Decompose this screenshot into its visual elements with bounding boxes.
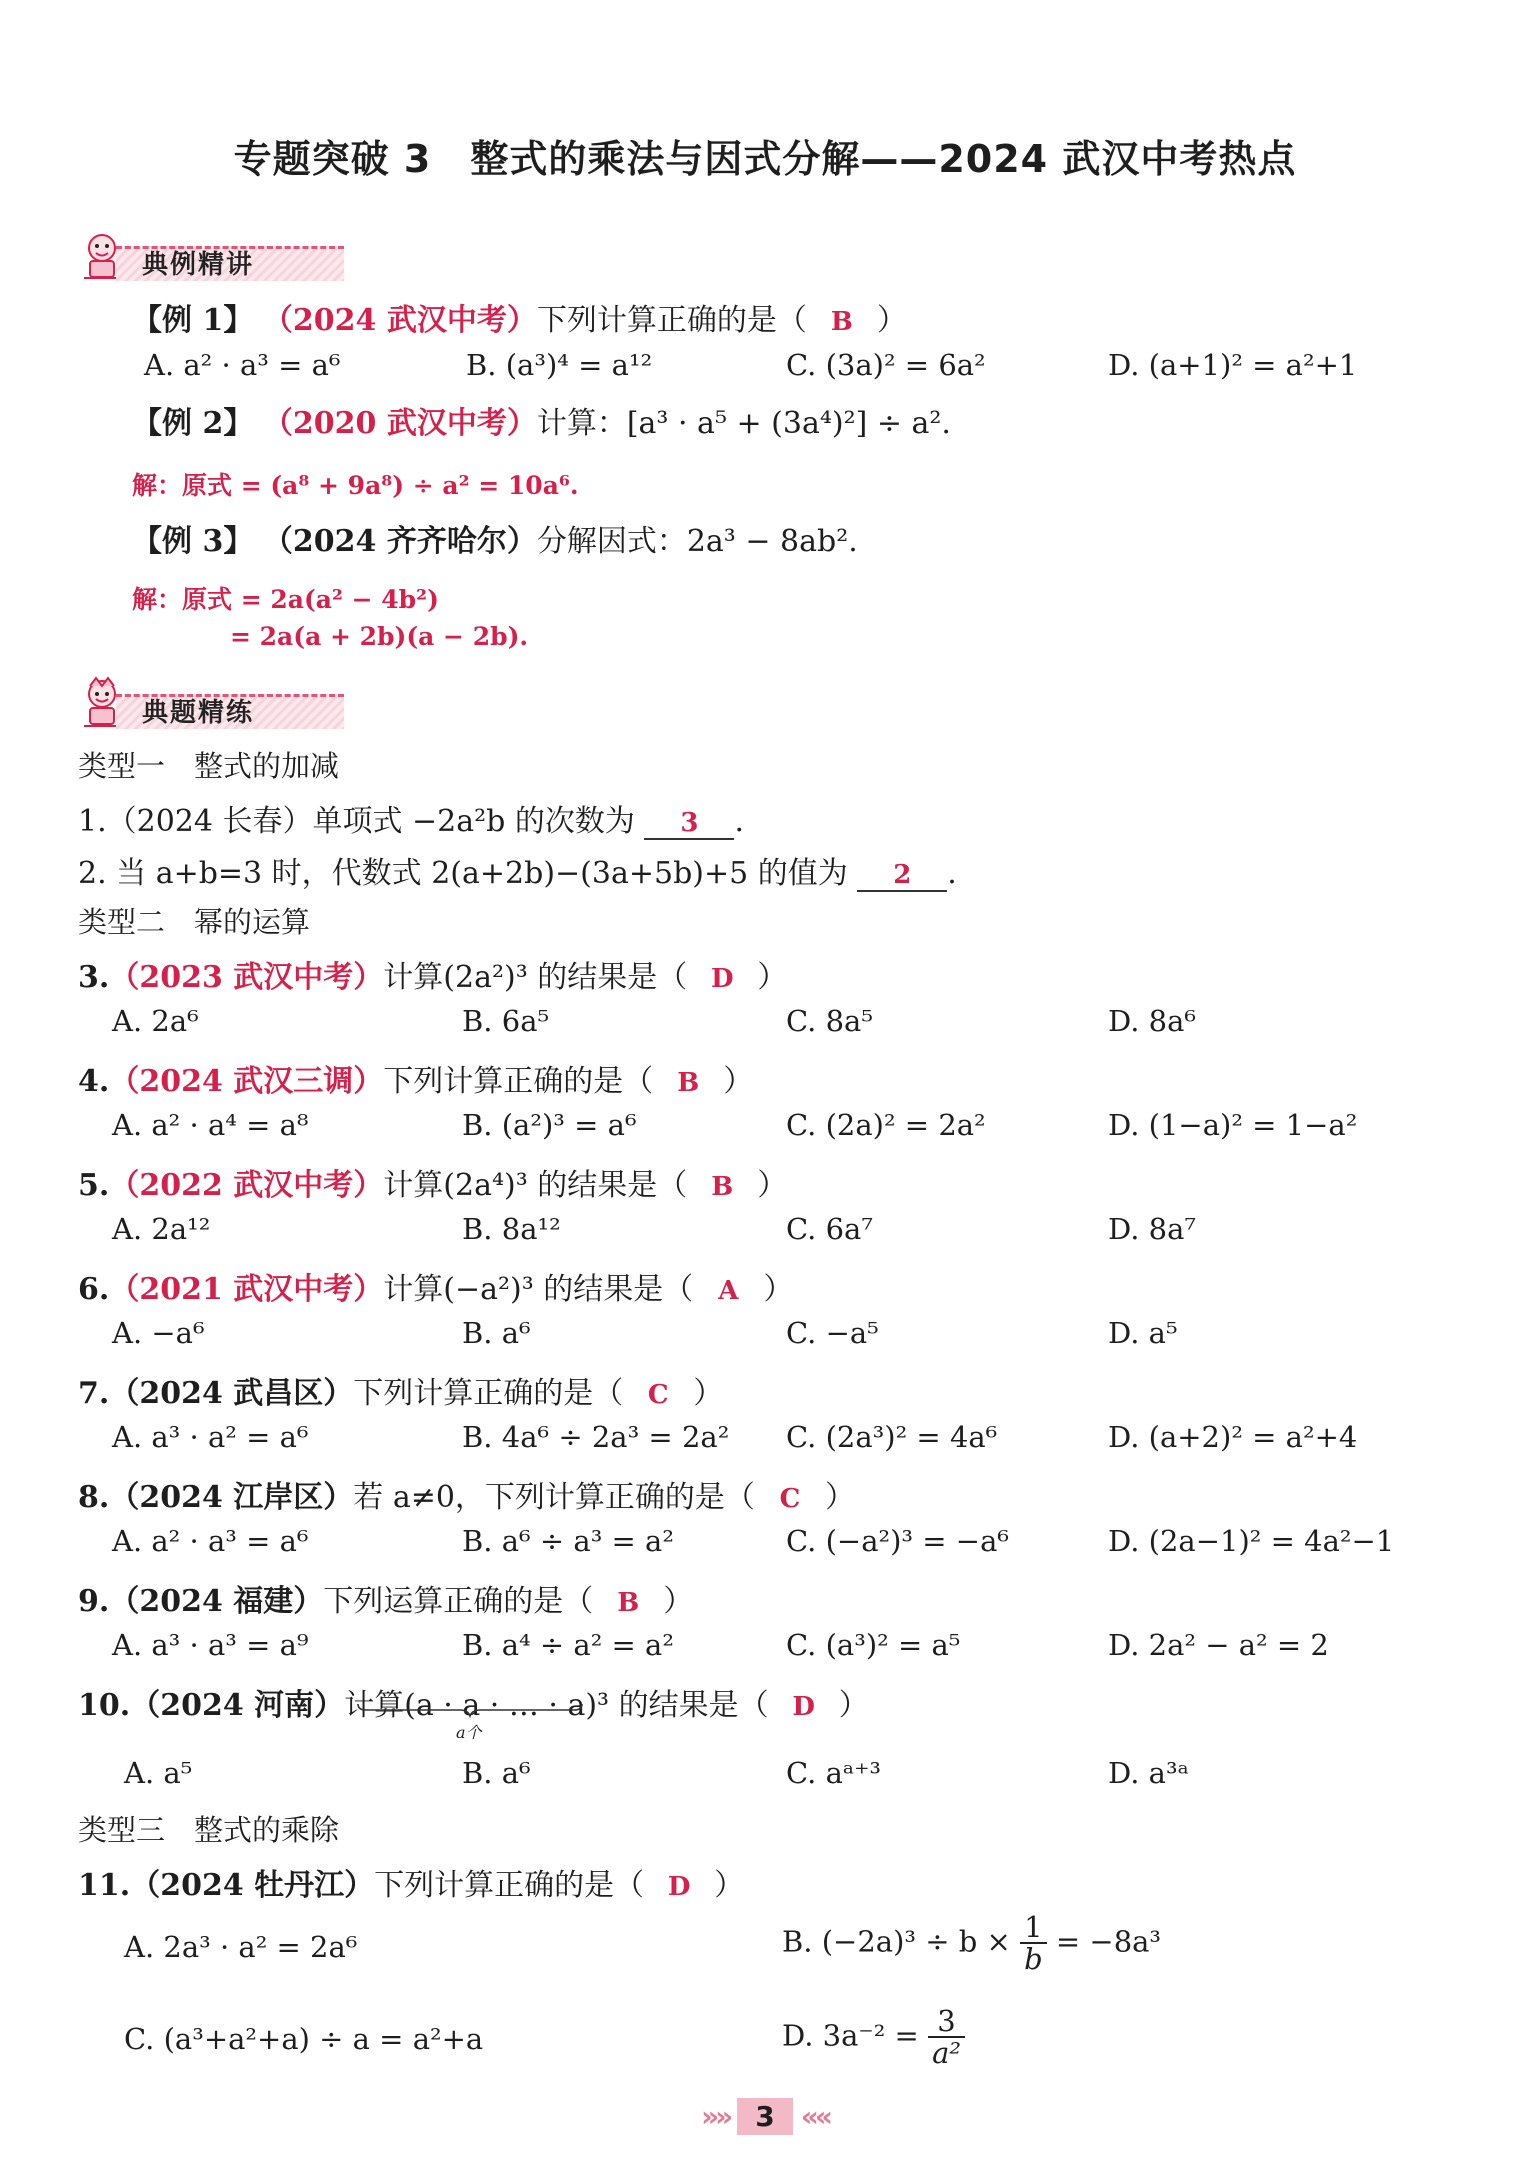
question-9 — [78, 1576, 693, 1620]
question-2 — [78, 848, 957, 892]
source-tag: （2022 武汉中考） — [109, 1168, 384, 1203]
question-stem: 计算：[a³ · a⁵ + (3a⁴)²] ÷ a². — [536, 406, 951, 441]
question-stem-tail: 的结果是（ — [609, 1688, 769, 1723]
option-b: B. (a²)³ = a⁶ — [462, 1108, 637, 1142]
option-b: B. a⁴ ÷ a² = a² — [462, 1628, 674, 1662]
section-banner-examples — [76, 228, 376, 280]
question-stem: 下列计算正确的是（ — [536, 303, 807, 338]
question-4 — [78, 1056, 753, 1100]
underbrace-label: a个 — [456, 1723, 482, 1742]
answer: D — [710, 964, 734, 994]
option-a: A. a⁵ — [124, 1756, 193, 1790]
type-heading-1: 类型一 整式的加减 — [78, 749, 340, 783]
option-b — [782, 1912, 1161, 1975]
question-stem: 计算 — [344, 1688, 405, 1723]
paren-close: ） — [757, 960, 788, 995]
option-a: A. a³ · a² = a⁶ — [112, 1420, 309, 1454]
answer: D — [792, 1692, 815, 1722]
example-label: 【例 3】 — [132, 524, 254, 559]
paren-close: ） — [838, 1688, 869, 1723]
answer: B — [677, 1068, 700, 1098]
option-a: A. 2a⁶ — [112, 1004, 199, 1038]
option-a: A. 2a³ · a² = 2a⁶ — [124, 1930, 358, 1964]
option-b: B. 8a¹² — [462, 1212, 561, 1246]
answer: C — [779, 1484, 801, 1514]
option-b: B. 6a⁵ — [462, 1004, 550, 1038]
example-2 — [132, 398, 951, 442]
type-heading-2: 类型二 幂的运算 — [78, 905, 311, 939]
question-stem: 计算(−a²)³ 的结果是（ — [383, 1272, 694, 1307]
source-tag: （2020 武汉中考） — [262, 406, 537, 441]
paren-close: ） — [714, 1868, 745, 1903]
question-stem: 计算(2a²)³ 的结果是（ — [383, 960, 688, 995]
fraction — [928, 2006, 965, 2069]
question-number: 11. — [78, 1868, 131, 1903]
type-heading-3: 类型三 整式的乘除 — [78, 1813, 340, 1847]
question-stem: 下列计算正确的是（ — [383, 1064, 654, 1099]
question-stem: 计算(2a⁴)³ 的结果是（ — [383, 1168, 688, 1203]
question-7 — [78, 1368, 723, 1412]
source-tag: （2024 武汉三调） — [109, 1064, 384, 1099]
paren-close: ） — [763, 1272, 794, 1307]
option-c: C. 6a⁷ — [786, 1212, 873, 1246]
source-tag: （2024 武昌区） — [109, 1376, 354, 1411]
example-3 — [132, 516, 858, 560]
paren-close: ） — [693, 1376, 724, 1411]
option-c: C. (2a³)² = 4a⁶ — [786, 1420, 998, 1454]
source-tag: （2024 河南） — [130, 1688, 345, 1723]
answer: C — [647, 1380, 669, 1410]
option-a: A. a² · a³ = a⁶ — [144, 348, 341, 382]
source-tag: （2024 牡丹江） — [130, 1868, 375, 1903]
option-a: A. a² · a⁴ = a⁸ — [112, 1108, 309, 1142]
fraction-numerator: 3 — [928, 2006, 965, 2038]
punctuation: . — [947, 856, 957, 891]
option-c: C. (3a)² = 6a² — [786, 348, 986, 382]
punctuation: . — [734, 804, 745, 839]
example-1 — [132, 295, 907, 339]
source-tag: （2024 武汉中考） — [262, 303, 537, 338]
page-title: 专题突破 3 整式的乘法与因式分解——2024 武汉中考热点 — [233, 137, 1297, 181]
section-title-practice: 典题精练 — [142, 698, 255, 728]
option-d: D. (a+1)² = a²+1 — [1108, 348, 1358, 382]
question-stem: 若 a≠0，下列计算正确的是（ — [353, 1480, 755, 1515]
question-5 — [78, 1160, 787, 1204]
option-c: C. (a³)² = a⁵ — [786, 1628, 961, 1662]
option-d: D. (a+2)² = a²+4 — [1108, 1420, 1358, 1454]
option-d: D. a⁵ — [1108, 1316, 1178, 1350]
answer: D — [667, 1872, 691, 1902]
solution-line-2: = 2a(a + 2b)(a − 2b). — [230, 622, 529, 651]
option-b: B. a⁶ — [462, 1756, 531, 1790]
question-stem: 1.（2024 长春）单项式 −2a²b 的次数为 — [78, 804, 635, 839]
source-tag: （2024 福建） — [109, 1584, 324, 1619]
underbrace-icon — [356, 1702, 584, 1718]
question-stem: 下列计算正确的是（ — [353, 1376, 624, 1411]
section-title-examples: 典例精讲 — [142, 250, 255, 280]
paren-close: ） — [757, 1168, 788, 1203]
math-expression: (a · a · … · a)³ — [404, 1688, 610, 1723]
question-stem: 下列计算正确的是（ — [374, 1868, 645, 1903]
question-number: 7. — [78, 1376, 110, 1411]
option-d: D. 8a⁷ — [1108, 1212, 1197, 1246]
question-number: 10. — [78, 1688, 131, 1723]
answer: B — [617, 1588, 640, 1618]
paren-close: ） — [876, 303, 907, 338]
question-number: 9. — [78, 1584, 110, 1619]
section-banner-practice — [76, 676, 376, 728]
paren-close: ） — [663, 1584, 694, 1619]
option-d: D. 8a⁶ — [1108, 1004, 1197, 1038]
source-tag: （2023 武汉中考） — [109, 960, 384, 995]
question-stem: 下列运算正确的是（ — [323, 1584, 594, 1619]
question-number: 8. — [78, 1480, 110, 1515]
question-8 — [78, 1472, 855, 1516]
fraction — [1020, 1912, 1047, 1975]
question-6 — [78, 1264, 793, 1308]
paren-close: ） — [723, 1064, 754, 1099]
answer: A — [718, 1276, 739, 1306]
option-b: B. a⁶ ÷ a³ = a² — [462, 1524, 674, 1558]
option-d — [782, 2006, 965, 2069]
question-number: 3. — [78, 960, 110, 995]
option-a: A. a³ · a³ = a⁹ — [112, 1628, 309, 1662]
page-number: 3 — [737, 2098, 792, 2135]
option-d-prefix: D. 3a⁻² = — [782, 2018, 919, 2053]
question-number: 6. — [78, 1272, 110, 1307]
paren-close: ） — [824, 1480, 855, 1515]
question-11 — [78, 1860, 744, 1904]
source-tag: （2024 江岸区） — [109, 1480, 354, 1515]
fraction-denominator: b — [1024, 1942, 1043, 1977]
question-number: 5. — [78, 1168, 110, 1203]
option-a: A. −a⁶ — [112, 1316, 205, 1350]
chevrons-left-icon: «« — [800, 2100, 829, 2133]
question-3 — [78, 952, 787, 996]
question-stem: 分解因式：2a³ − 8ab². — [536, 524, 858, 559]
answer-blank: 3 — [644, 808, 734, 840]
option-b-suffix: = −8a³ — [1055, 1924, 1162, 1959]
option-b-prefix: B. (−2a)³ ÷ b × — [782, 1924, 1011, 1959]
example-label: 【例 2】 — [132, 406, 254, 441]
option-c: C. −a⁵ — [786, 1316, 879, 1350]
fraction-denominator: a² — [932, 2036, 961, 2071]
option-d: D. (2a−1)² = 4a²−1 — [1108, 1524, 1395, 1558]
question-1 — [78, 796, 744, 840]
option-b: B. a⁶ — [462, 1316, 531, 1350]
chevrons-right-icon: »» — [701, 2100, 730, 2133]
option-a: A. 2a¹² — [112, 1212, 211, 1246]
option-b: B. (a³)⁴ = a¹² — [466, 348, 653, 382]
answer-blank: 2 — [857, 860, 947, 892]
option-c: C. (2a)² = 2a² — [786, 1108, 986, 1142]
question-stem: 2. 当 a+b=3 时，代数式 2(a+2b)−(3a+5b)+5 的值为 — [78, 856, 848, 891]
option-d: D. (1−a)² = 1−a² — [1108, 1108, 1358, 1142]
answer: B — [830, 307, 853, 337]
example-label: 【例 1】 — [132, 303, 254, 338]
option-a: A. a² · a³ = a⁶ — [112, 1524, 309, 1558]
page-number-bar — [640, 2098, 890, 2135]
question-number: 4. — [78, 1064, 110, 1099]
fraction-numerator: 1 — [1020, 1912, 1047, 1944]
answer: B — [711, 1172, 734, 1202]
source-tag: （2021 武汉中考） — [109, 1272, 384, 1307]
option-c: C. 8a⁵ — [786, 1004, 873, 1038]
solution: 解：原式 = (a⁸ + 9a⁸) ÷ a² = 10a⁶. — [132, 471, 579, 500]
option-c: C. aᵃ⁺³ — [786, 1756, 882, 1790]
option-c: C. (−a²)³ = −a⁶ — [786, 1524, 1010, 1558]
solution-line-1: 解：原式 = 2a(a² − 4b²) — [132, 585, 439, 614]
option-c: C. (a³+a²+a) ÷ a = a²+a — [124, 2022, 484, 2056]
option-b: B. 4a⁶ ÷ 2a³ = 2a² — [462, 1420, 730, 1454]
option-d: D. 2a² − a² = 2 — [1108, 1628, 1329, 1662]
option-d: D. a³ᵃ — [1108, 1756, 1189, 1790]
source-tag: （2024 齐齐哈尔） — [262, 524, 537, 559]
